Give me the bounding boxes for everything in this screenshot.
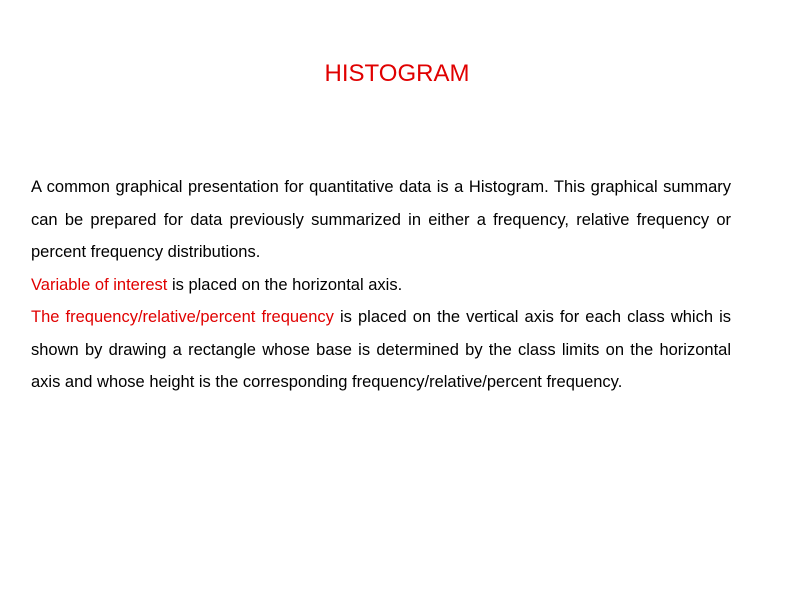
highlight-variable-of-interest: Variable of interest xyxy=(31,275,168,294)
paragraph-vertical-axis-text: is placed on the vertical axis for each class which is shown by drawing a rectangle whose base is determined by the class limits on the horizontal axis and whose height is the corresponding frequency/relative/percent frequency. xyxy=(31,308,731,391)
paragraph-horizontal-axis xyxy=(31,269,731,302)
highlight-frequency: The frequency/relative/percent frequency xyxy=(31,308,334,326)
paragraph-vertical-axis xyxy=(31,301,731,399)
paragraph-histogram-definition: A common graphical presentation for quantitative data is a Histogram. This graphical summary can be prepared for data previously summarized in either a frequency, relative frequency or percent frequency distributions. xyxy=(31,178,731,261)
slide-title: HISTOGRAM xyxy=(324,60,470,87)
slide-body xyxy=(31,171,731,399)
paragraph-horizontal-axis-text: is placed on the horizontal axis. xyxy=(167,275,403,294)
